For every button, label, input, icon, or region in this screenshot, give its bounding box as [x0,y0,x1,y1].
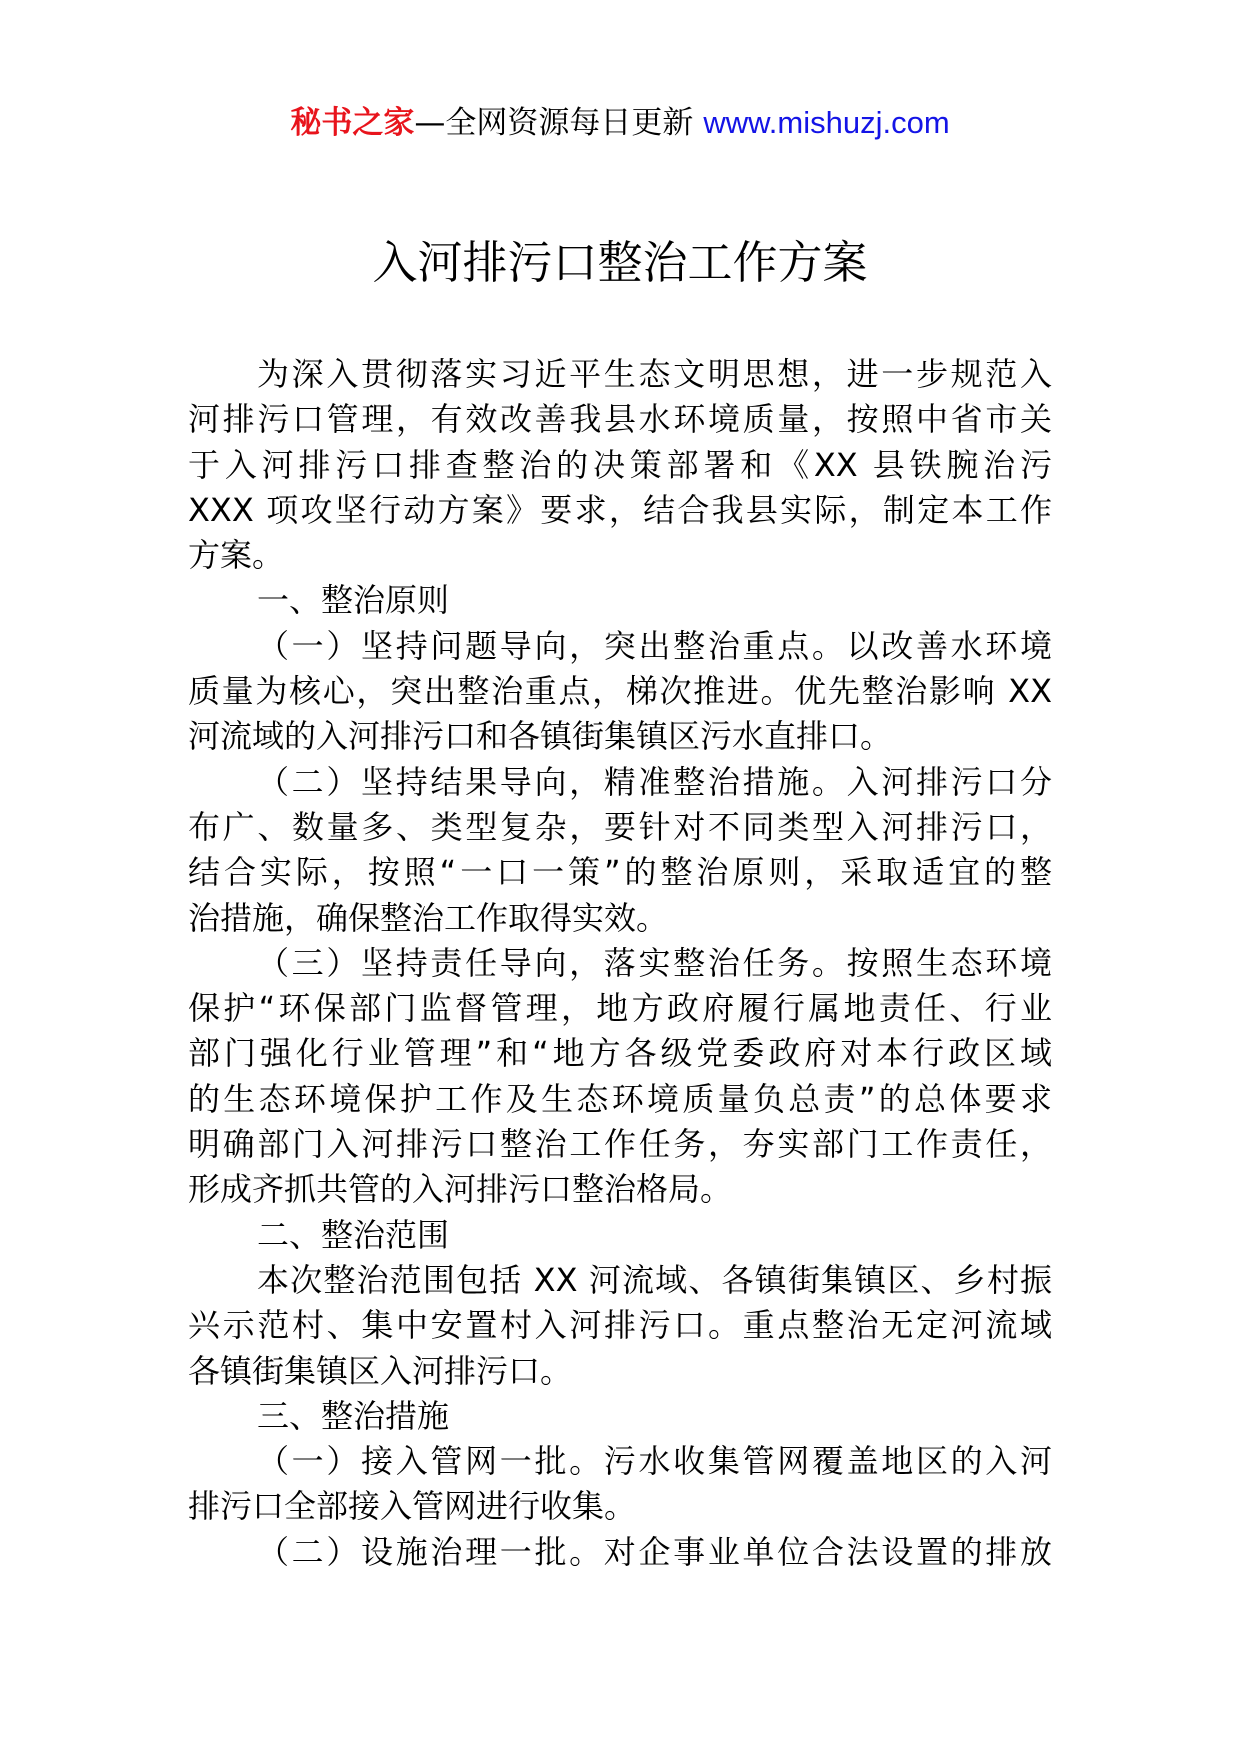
section-heading-principles [188,578,1052,623]
text-line: （二）坚持结果导向，精准整治措施。入河排污口分 [257,762,1052,801]
document-body [188,352,1052,1575]
site-brand: 秘书之家 [290,105,415,141]
text-line: 的生态环境保护工作及生态环境质量负总责”的总体要求 [188,1079,1052,1118]
scope-paragraph [188,1258,1052,1394]
text-line: XXX 项攻坚行动方案》要求，结合我县实际，制定本工作 [188,490,1052,529]
site-slogan: —全网资源每日更新 [414,105,694,141]
text-line: 各镇街集镇区入河排污口。 [188,1351,573,1390]
site-url: www.mishuzj.com [703,105,950,140]
text-line: 本次整治范围包括 XX 河流域、各镇街集镇区、乡村振 [257,1260,1052,1299]
text-line: （三）坚持责任导向，落实整治任务。按照生态环境 [257,943,1052,982]
text-line: 形成齐抓共管的入河排污口整治格局。 [188,1170,733,1209]
document-title: 入河排污口整治工作方案 [372,236,868,289]
site-banner [0,103,1240,143]
text-line: 河排污口管理，有效改善我县水环境质量，按照中省市关 [188,400,1052,439]
text-line: 三、整治措施 [257,1396,450,1435]
text-line: 质量为核心，突出整治重点，梯次推进。优先整治影响 XX [188,672,1052,711]
intro-paragraph [188,352,1052,578]
measure-1-paragraph [188,1439,1052,1530]
text-line: 保护“环保部门监督管理，地方政府履行属地责任、行业 [188,989,1052,1028]
text-line: （一）接入管网一批。污水收集管网覆盖地区的入河 [257,1442,1052,1481]
text-line: 兴示范村、集中安置村入河排污口。重点整治无定河流域 [188,1306,1052,1345]
text-line: 明确部门入河排污口整治工作任务，夯实部门工作责任， [188,1125,1052,1164]
principle-3-paragraph [188,941,1052,1213]
text-line: 治措施，确保整治工作取得实效。 [188,898,669,937]
measure-2-paragraph [188,1530,1052,1575]
section-heading-scope [188,1213,1052,1258]
text-line: （二）设施治理一批。对企事业单位合法设置的排放 [257,1532,1052,1571]
text-line: 方案。 [188,536,285,575]
text-line: 结合实际，按照“一口一策”的整治原则，采取适宜的整 [188,853,1052,892]
section-heading-measures [188,1394,1052,1439]
text-line: 一、整治原则 [257,581,450,620]
text-line: 布广、数量多、类型复杂，要针对不同类型入河排污口， [188,807,1052,846]
text-line: 河流域的入河排污口和各镇街集镇区污水直排口。 [188,717,893,756]
principle-1-paragraph [188,624,1052,760]
text-line: （一）坚持问题导向，突出整治重点。以改善水环境 [257,626,1052,665]
text-line: 部门强化行业管理”和“地方各级党委政府对本行政区域 [188,1034,1052,1073]
text-line: 于入河排污口排查整治的决策部署和《XX 县铁腕治污 [188,445,1052,484]
text-line: 二、整治范围 [257,1215,450,1254]
text-line: 排污口全部接入管网进行收集。 [188,1487,637,1526]
principle-2-paragraph [188,760,1052,941]
text-line: 为深入贯彻落实习近平生态文明思想，进一步规范入 [257,355,1052,393]
